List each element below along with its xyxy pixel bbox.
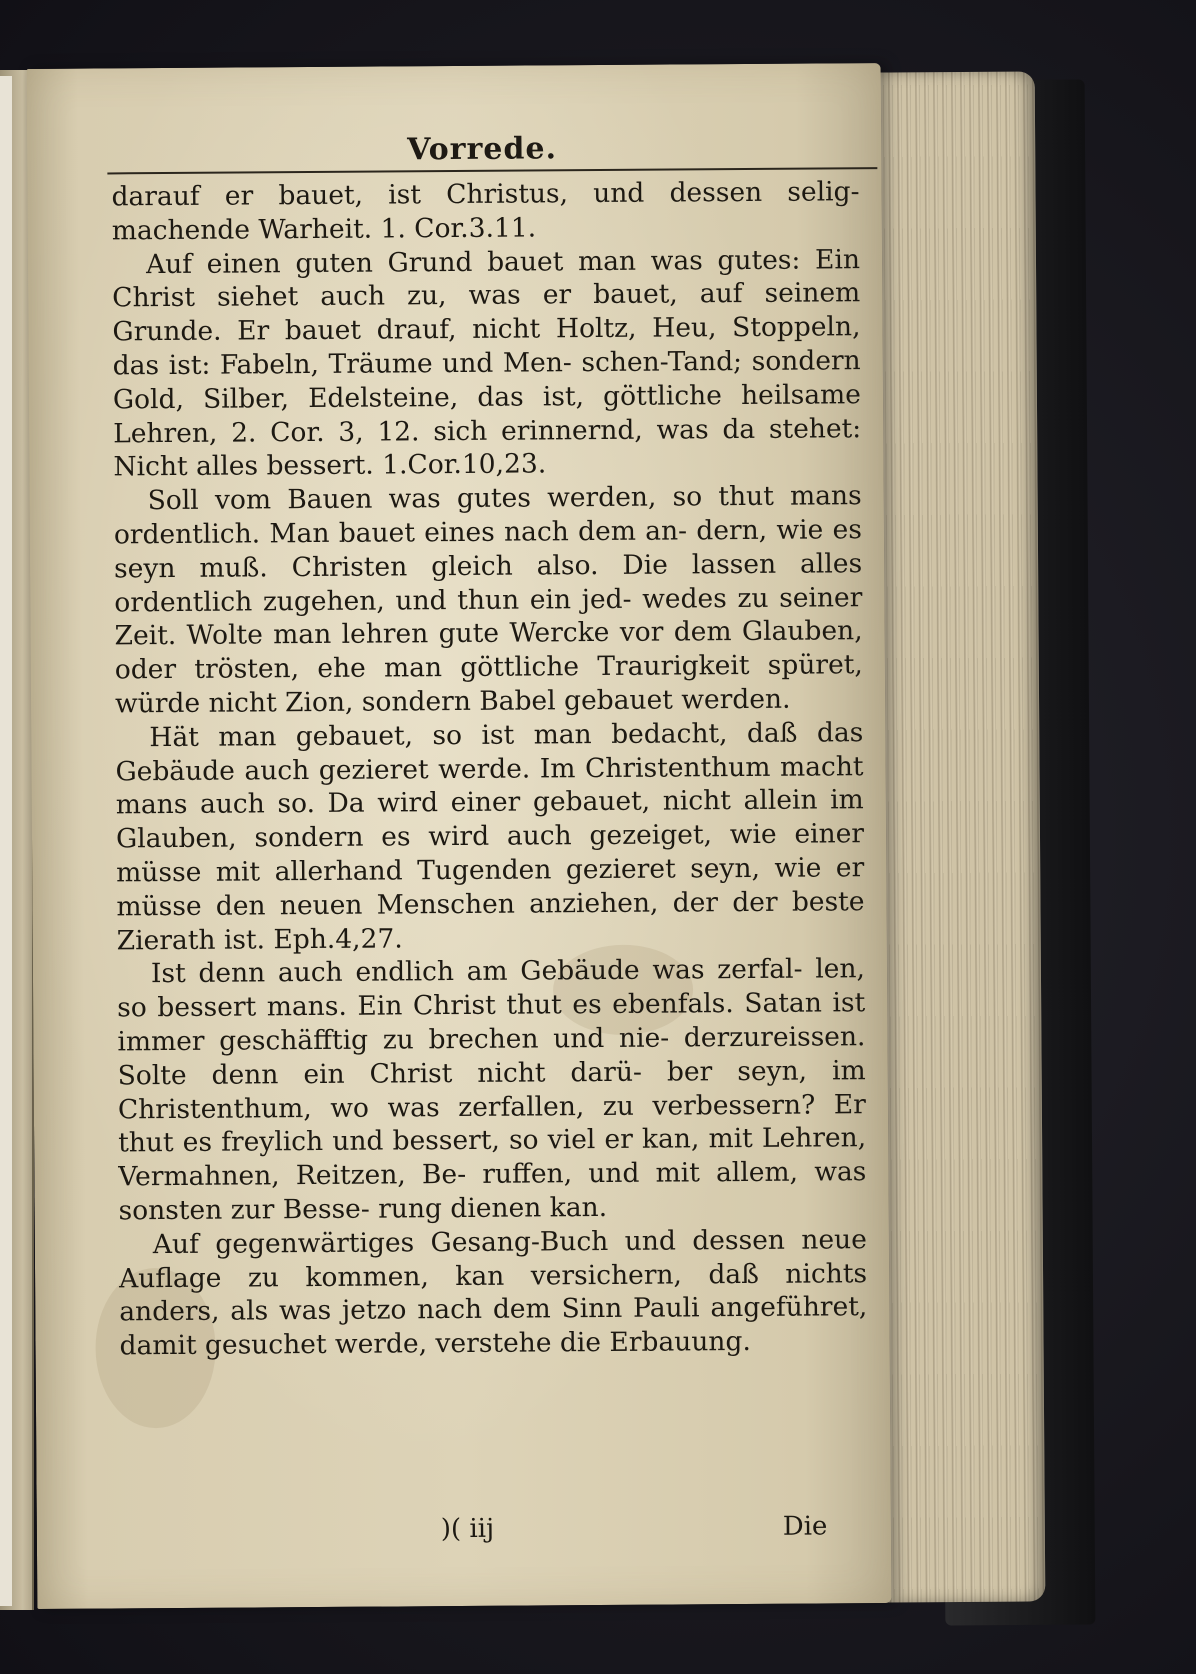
- signature-mark: )( iij: [440, 1513, 495, 1545]
- book-page: [27, 63, 892, 1609]
- paragraph: Auf einen guten Grund bauet man was gutes: Ein Christ siehet auch zu, was er bauet, auf seinem Grunde. Er bauet drauf, nicht Holtz, Heu, Stoppeln, das ist: Fabeln, Träume und Men- schen-Tand; sondern Gold, Silber, Edelsteine, das ist, göttliche heilsame Lehren, 2. Cor. 3, 12. sich erinnernd, was da stehet: Nicht alles bessert. 1.Cor.10,23.: [112, 243, 862, 483]
- paragraph: Ist denn auch endlich am Gebäude was zerfal- len, so bessert mans. Ein Christ thut es ebenfals. Satan ist immer geschäfftig zu brechen und nie- derzureissen. Solte denn ein Christ nicht darü- ber seyn, im Christenthum, wo was zerfallen, zu verbessern? Er thut es freylich und bessert, so viel er kan, mit Lehren, Vermahnen, Reitzen, Be- ruffen, und mit allem, was sonsten zur Besse- rung dienen kan.: [117, 953, 867, 1227]
- left-paper-strip: [0, 76, 12, 1606]
- paragraph: darauf er bauet, ist Christus, und dessen selig- machende Warheit. 1. Cor.3.11.: [111, 176, 860, 247]
- paragraph: Hät man gebauet, so ist man bedacht, daß das Gebäude auch gezieret werde. Im Christenthum macht mans auch so. Da wird einer gebauet, nicht allein im Glauben, sondern es wird auch gezeiget, wie einer müsse mit allerhand Tugenden gezieret seyn, wie er müsse den neuen Menschen anziehen, der der beste Zierath ist. Eph.4,27.: [115, 716, 865, 956]
- header-rule: [107, 167, 877, 174]
- paragraph: Soll vom Bauen was gutes werden, so thut mans ordentlich. Man bauet eines nach dem an- dern, wie es seyn muß. Christen gleich also. Die lassen alles ordentlich zugehen, und thun ein jed- wedes zu seiner Zeit. Wolte man lehren gute Wercke vor dem Glauben, oder trösten, ehe man göttliche Traurigkeit spüret, würde nicht Zion, sondern Babel gebauet werden.: [113, 480, 863, 720]
- page-footer: [37, 1511, 891, 1557]
- body-text: [111, 175, 867, 1363]
- paragraph: Auf gegenwärtiges Gesang-Buch und dessen neue Auflage zu kommen, kan versichern, daß nichts anders, als was jetzo nach dem Sinn Pauli angeführet, damit gesuchet werde, verstehe die Erbauung.: [118, 1223, 868, 1362]
- page-edges: [875, 71, 1046, 1602]
- running-header: [107, 127, 877, 172]
- page-title: Vorrede.: [407, 131, 558, 168]
- catchword: Die: [782, 1511, 828, 1542]
